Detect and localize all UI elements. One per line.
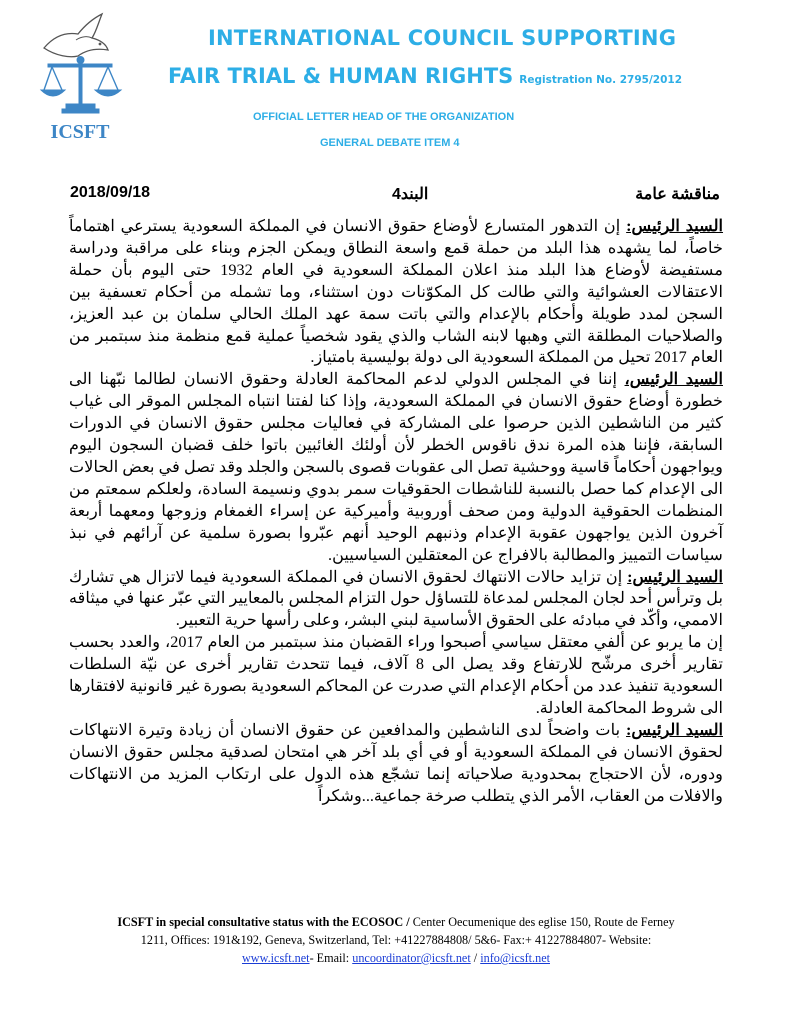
speaker-address: السيد الرئيس: — [626, 720, 723, 739]
document-header — [70, 184, 720, 208]
paragraph-text: إن التدهور المتسارع لأوضاع حقوق الانسان في المملكة السعودية يسترعي اهتماماً خاصاً، لما يشهده هذا البلد من حملة قمع واسعة النطاق ويمكن الجزم وبناء على مراقبة ودراسة مستفيضة لأوضاع هذا البلد منذ اعلان المملكة السعودية في العام 1932 حتى اليوم بأن حملة الاعتقالات العشوائية والتي طالت كل المكوّنات دون استثناء، وما تشمله من أحكام تعسفية بين السجن لمدد طويلة وأحكام بالإعدام والتي باتت سمة عهد الملك الحالي سلمان بن عبد العزيز، والصلاحيات المطلقة التي وهبها لابنه الشاب والذي يقود شخصياً عملية قمع منظمة منذ سبتمبر من العام 2017 تحيل من المملكة السعودية الى دولة بوليسية بامتياز. — [69, 217, 723, 367]
paragraph — [69, 369, 723, 566]
email-label: - Email: — [309, 951, 353, 965]
speaker-address: السيد الرئيس: — [627, 567, 723, 586]
letterhead-subtitle: OFFICIAL LETTER HEAD OF THE ORGANIZATION — [253, 111, 515, 123]
statement-body — [69, 216, 723, 807]
footer-address-line2: 1211, Offices: 191&192, Geneva, Switzerland, Tel: +41227884808/ 5&6- Fax:+ 41227884807- Website: — [140, 933, 652, 947]
agenda-item: البند4 — [392, 186, 429, 203]
letter-footer — [60, 913, 732, 967]
paragraph-text: إننا في المجلس الدولي لدعم المحاكمة العادلة وحقوق الانسان لطالما نبّهنا الى خطورة أوضاع حقوق الانسان في المملكة السعودية، وإذا كنا لفتنا انتباه المجلس الموقر الى غياب كثير من الناشطين الذين حرصوا على المشاركة في فعاليات مجلس حقوق الانسان في الدورات السابقة، فإننا هذه المرة ندق ناقوس الخطر لأن أولئك الغائبين باتوا خلف قضبان السجون اليوم ويواجهون أحكاماً قاسية ووحشية تصل الى عقوبات قصوى بالسجن والجلد وقد تصل في بعض الحالات الى الإعدام كما حصل بالنسبة للناشطات الحقوقيات سمر بدوي ونسيمة السادة، ولعلكم سمعتم من المنظمات الحقوقية الدولية ومن صحف أوروبية وأميركية عن إسراء الغمغام وزوجها ومعهما أربعة آخرون الذين يواجهون عقوبة الإعدام وذنبهم الوحيد أنهم عبّروا بصورة سلمية عن آرائهم في نبذ سياسات التمييز والمطالبة بالافراج عن المعتقلين السياسيين. — [69, 370, 723, 564]
paragraph-text: إن تزايد حالات الانتهاك لحقوق الانسان في المملكة السعودية فيما لاتزال هي تشارك بل وترأس أحد لجان المجلس لمدعاة للتساؤل حول التزام المجلس بالمعايير التي عبّر عنها في ميثاقه الاممي، وأكّد في مبادئه على الحقوق الأساسية لبني البشر، وعلى رأسها حرية التعبير. — [69, 567, 723, 630]
speaker-address: السيد الرئيس: — [626, 217, 724, 235]
paragraph — [69, 632, 723, 720]
document-date: 2018/09/18 — [70, 184, 151, 201]
website-link[interactable]: www.icsft.net — [241, 951, 310, 965]
paragraph-text: بات واضحاً لدى الناشطين والمدافعين عن حقوق الانسان أن زيادة وتيرة الانتهاكات لحقوق الانسان في المملكة السعودية أو في أي بلد آخر هي امتحان لصدقية مجلس حقوق الانسان ودوره، لأن الاحتجاج بمحدودية صلاحياته إنما تشجّع هذه الدول على ارتكاب المزيد من الانتهاكات والافلات من العقاب، الأمر الذي يتطلب صرخة جماعية...وشكراً — [69, 720, 723, 805]
email-separator: / — [470, 951, 481, 965]
organization-logo — [36, 10, 124, 148]
org-name-line2 — [168, 64, 682, 88]
paragraph — [69, 216, 723, 369]
paragraph — [69, 567, 723, 633]
org-name-line1: INTERNATIONAL COUNCIL SUPPORTING — [208, 26, 677, 50]
speaker-address: السيد الرئيس، — [624, 370, 723, 389]
footer-address-line1: Center Oecumenique des eglise 150, Route de Ferney — [409, 915, 675, 929]
email-link-coordinator[interactable]: uncoordinator@icsft.net — [352, 951, 471, 965]
registration-number: Registration No. 2795/2012 — [519, 74, 683, 86]
debate-item-label: GENERAL DEBATE ITEM 4 — [320, 137, 460, 149]
footer-org-status: ICSFT in special consultative status with the ECOSOC / — [117, 915, 410, 929]
paragraph — [69, 720, 723, 808]
email-link-info[interactable]: info@icsft.net — [480, 951, 550, 965]
document-title: مناقشة عامة — [635, 186, 720, 203]
paragraph-text: إن ما يربو عن ألفي معتقل سياسي أصبحوا وراء القضبان منذ سبتمبر من العام 2017، والعدد بحسب تقارير أخرى مرشّح للارتفاع وقد يصل الى 8 آلاف، فيما تتحدث تقارير أخرى عن نيّة السلطات السعودية تنفيذ عدد من أحكام الإعدام التي صدرت عن المحاكم السعودية بصورة غير قانونية لافتقارها الى شروط المحاكمة العادلة. — [69, 633, 724, 717]
org-name-line2-text: FAIR TRIAL & HUMAN RIGHTS — [168, 64, 514, 88]
logo-text: ICSFT — [50, 121, 110, 143]
